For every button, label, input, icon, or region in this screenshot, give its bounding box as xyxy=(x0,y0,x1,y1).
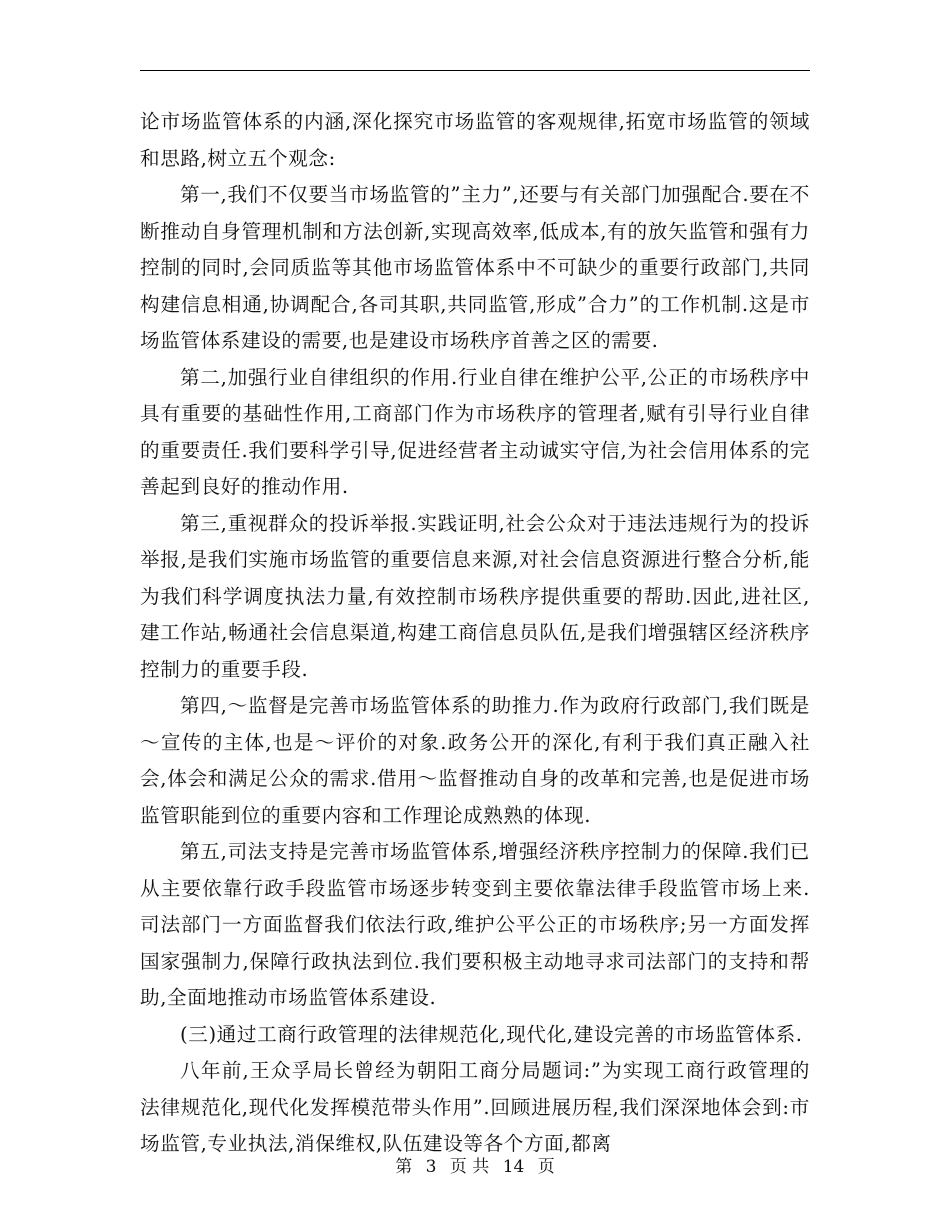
footer-prefix: 第 xyxy=(395,1157,413,1177)
footer-total-pages: 14 xyxy=(502,1157,525,1177)
footer-suffix: 页 xyxy=(537,1157,555,1177)
section-heading-three: (三)通过工商行政管理的法律规范化,现代化,建设完善的市场监管体系. xyxy=(180,1022,803,1046)
paragraph-first-point: 第一,我们不仅要当市场监管的”主力”,还要与有关部门加强配合.要在不断推动自身管理机制和方法创新,实现高效率,低成本,有的放矢监管和强有力控制的同时,会同质监等其他市场监管体系中不可缺少的重要行政部门,共同构建信息相通,协调配合,各司其职,共同监管,形成”合力”的工作机制.这是市场监管体系建设的需要,也是建设市场秩序首善之区的需要. xyxy=(140,183,810,352)
paragraph-third-point: 第三,重视群众的投诉举报.实践证明,社会公众对于违法违规行为的投诉举报,是我们实施市场监管的重要信息来源,对社会信息资源进行整合分析,能为我们科学调度执法力量,有效控制市场秩序提供重要的帮助.因此,进社区,建工作站,畅通社会信息渠道,构建工商信息员队伍,是我们增强辖区经济秩序控制力的重要手段. xyxy=(140,511,810,681)
header-rule xyxy=(140,70,810,71)
footer-current-page: 3 xyxy=(425,1157,437,1177)
paragraph-second-point: 第二,加强行业自律组织的作用.行业自律在维护公平,公正的市场秩序中具有重要的基础性作用,工商部门作为市场秩序的管理者,赋有引导行业自律的重要责任.我们要科学引导,促进经营者主动诚实守信,为社会信用体系的完善起到良好的推动作用. xyxy=(140,365,810,498)
paragraph-fifth-point: 第五,司法支持是完善市场监管体系,增强经济秩序控制力的保障.我们已从主要依靠行政手段监管市场逐步转变到主要依靠法律手段监管市场上来.司法部门一方面监督我们依法行政,维护公平公正的市场秩序;另一方面发挥国家强制力,保障行政执法到位.我们要积极主动地寻求司法部门的支持和帮助,全面地推动市场监管体系建设. xyxy=(140,840,810,1009)
footer-middle: 页 共 xyxy=(449,1157,490,1177)
paragraph-continued: 论市场监管体系的内涵,深化探究市场监管的客观规律,拓宽市场监管的领域和思路,树立五个观念: xyxy=(140,110,810,170)
document-body xyxy=(140,104,810,1163)
paragraph-fourth-point: 第四,～监督是完善市场监管体系的助推力.作为政府行政部门,我们既是～宣传的主体,也是～评价的对象.政务公开的深化,有利于我们真正融入社会,体会和满足公众的需求.借用～监督推动自身的改革和完善,也是促进市场监管职能到位的重要内容和工作理论成熟熟的体现. xyxy=(140,694,810,827)
page-footer xyxy=(0,1152,950,1177)
paragraph-eight-years-ago: 八年前,王众孚局长曾经为朝阳工商分局题词:”为实现工商行政管理的法律规范化,现代化发挥模范带头作用”.回顾进展历程,我们深深地体会到:市场监管,专业执法,消保维权,队伍建设等各个方面,都离 xyxy=(140,1059,810,1155)
